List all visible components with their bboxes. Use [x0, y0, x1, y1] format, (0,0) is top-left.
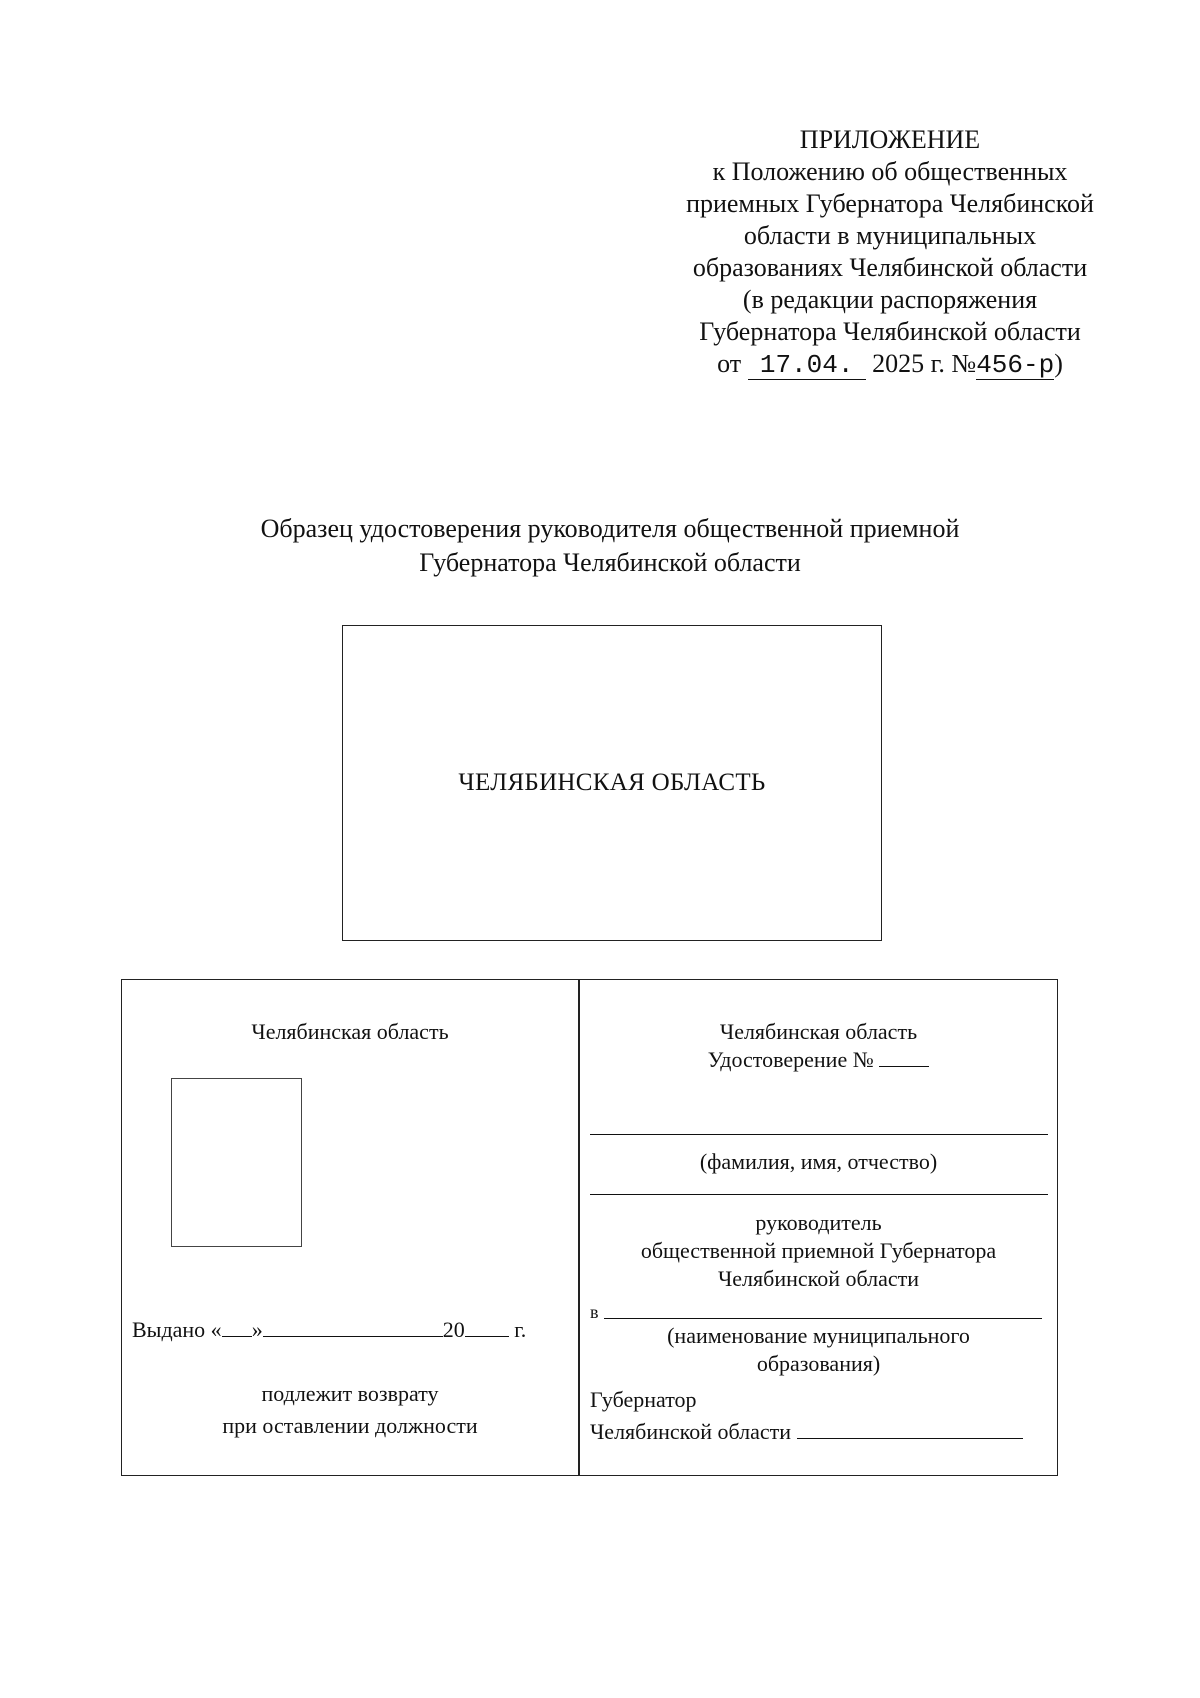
position-line-1: руководитель — [755, 1210, 882, 1235]
governor-line-1: Губернатор — [590, 1387, 697, 1412]
order-date: 17.04. — [748, 351, 866, 380]
in-label: в — [590, 1302, 599, 1322]
order-number: 456-р — [976, 350, 1055, 380]
issued-day-blank — [222, 1316, 252, 1337]
appendix-date-line — [640, 348, 1140, 380]
document-title — [140, 512, 1080, 580]
position-top-line — [590, 1194, 1048, 1195]
position-line-2: общественной приемной Губернатора — [640, 1238, 997, 1263]
from-label: от — [717, 349, 742, 378]
municipality-caption-line-2: образования) — [756, 1351, 881, 1376]
issued-year-prefix: 20 — [442, 1317, 465, 1342]
right-region: Челябинская область — [719, 1019, 918, 1044]
fio-line — [590, 1134, 1048, 1135]
appendix-line-2: приемных Губернатора Челябинской — [686, 189, 1094, 218]
appendix-line-1: к Положению об общественных — [712, 157, 1068, 186]
cover-title: ЧЕЛЯБИНСКАЯ ОБЛАСТЬ — [458, 769, 766, 796]
issued-year-blank — [465, 1316, 509, 1337]
appendix-header — [640, 124, 1140, 380]
title-line-1: Образец удостоверения руководителя общественной приемной — [260, 514, 960, 543]
governor-region: Челябинской области — [590, 1419, 792, 1444]
photo-placeholder — [171, 1078, 302, 1247]
certificate-cover — [342, 625, 882, 941]
issued-prefix: Выдано « — [132, 1317, 222, 1342]
municipality-caption — [580, 1322, 1057, 1378]
fio-caption: (фамилия, имя, отчество) — [699, 1149, 938, 1174]
appendix-line-4: образованиях Челябинской области — [692, 253, 1088, 282]
governor-signature — [590, 1384, 1023, 1448]
position-block — [580, 1209, 1057, 1293]
signature-blank — [797, 1418, 1023, 1439]
return-note — [122, 1378, 578, 1442]
certificate-number-blank — [879, 1046, 929, 1067]
appendix-line-5: (в редакции распоряжения — [742, 285, 1038, 314]
return-line-1: подлежит возврату — [261, 1381, 439, 1406]
right-header — [580, 1018, 1057, 1074]
certificate-number-line — [580, 1046, 1057, 1074]
position-line-3: Челябинской области — [717, 1266, 920, 1291]
issued-month-blank — [263, 1316, 443, 1337]
certificate-label: Удостоверение № — [707, 1047, 874, 1072]
inner-left-page — [122, 980, 578, 1475]
governor-line-2 — [590, 1416, 1023, 1448]
appendix-line-3: области в муниципальных — [743, 221, 1037, 250]
closing-paren: ) — [1054, 349, 1063, 378]
municipality-caption-line-1: (наименование муниципального — [667, 1323, 970, 1348]
title-line-2: Губернатора Челябинской области — [419, 548, 801, 577]
appendix-heading: ПРИЛОЖЕНИЕ — [799, 125, 981, 154]
certificate-inner-spread — [121, 979, 1058, 1476]
order-year: 2025 г. № — [872, 349, 977, 378]
appendix-line-6: Губернатора Челябинской области — [699, 317, 1081, 346]
return-line-2: при оставлении должности — [222, 1413, 478, 1438]
municipality-line — [604, 1318, 1042, 1319]
inner-right-page — [580, 980, 1057, 1475]
issued-mid: » — [251, 1317, 263, 1342]
issued-line — [132, 1316, 526, 1344]
issued-suffix: г. — [514, 1317, 527, 1342]
left-region: Челябинская область — [251, 1019, 449, 1044]
